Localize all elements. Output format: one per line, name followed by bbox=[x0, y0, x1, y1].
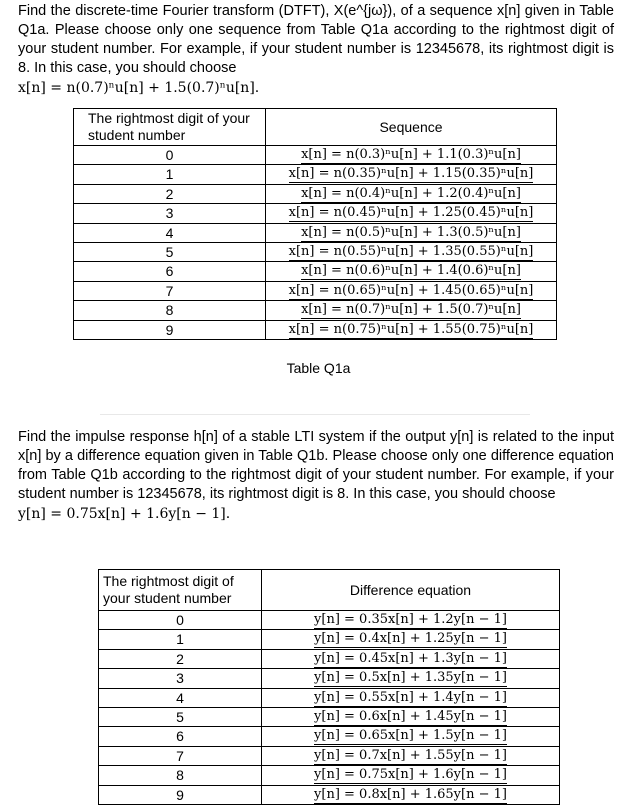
value-text: x[n] = n(0.45)ⁿu[n] + 1.25(0.45)ⁿu[n] bbox=[288, 205, 534, 221]
value-cell bbox=[262, 688, 560, 707]
digit-cell: 7 bbox=[74, 281, 266, 300]
value-cell bbox=[266, 262, 557, 281]
table-row bbox=[74, 223, 557, 242]
table-row bbox=[99, 649, 560, 668]
digit-cell: 4 bbox=[74, 223, 266, 242]
table-row bbox=[99, 708, 560, 727]
value-text: x[n] = n(0.7)ⁿu[n] + 1.5(0.7)ⁿu[n] bbox=[301, 302, 521, 318]
table-row bbox=[74, 281, 557, 300]
digit-cell: 6 bbox=[74, 262, 266, 281]
value-cell bbox=[266, 204, 557, 223]
value-cell bbox=[266, 320, 557, 339]
table-q1b-body bbox=[99, 611, 560, 805]
digit-cell: 3 bbox=[99, 669, 262, 688]
value-text: x[n] = n(0.65)ⁿu[n] + 1.45(0.65)ⁿu[n] bbox=[288, 282, 534, 298]
digit-cell: 7 bbox=[99, 746, 262, 765]
digit-cell: 3 bbox=[74, 204, 266, 223]
section-divider bbox=[100, 414, 530, 415]
question-b-text bbox=[18, 428, 614, 524]
value-text: y[n] = 0.5x[n] + 1.35y[n − 1] bbox=[314, 670, 507, 686]
value-cell bbox=[262, 785, 560, 804]
table-q1b-header-digit: The rightmost digit of your student number bbox=[99, 570, 262, 611]
table-row bbox=[74, 204, 557, 223]
digit-cell: 2 bbox=[74, 184, 266, 203]
table-row bbox=[74, 301, 557, 320]
value-text: x[n] = n(0.5)ⁿu[n] + 1.3(0.5)ⁿu[n] bbox=[301, 224, 521, 240]
table-q1b bbox=[98, 569, 560, 805]
value-cell bbox=[266, 243, 557, 262]
table-row bbox=[99, 727, 560, 746]
value-cell bbox=[266, 146, 557, 165]
value-text: x[n] = n(0.75)ⁿu[n] + 1.55(0.75)ⁿu[n] bbox=[288, 321, 534, 337]
digit-cell: 1 bbox=[99, 630, 262, 649]
question-a-example-sequence: x[n] = n(0.7)ⁿu[n] + 1.5(0.7)ⁿu[n]. bbox=[18, 80, 260, 96]
value-cell bbox=[266, 184, 557, 203]
value-text: y[n] = 0.45x[n] + 1.3y[n − 1] bbox=[314, 650, 507, 666]
table-row bbox=[99, 688, 560, 707]
digit-cell: 0 bbox=[99, 611, 262, 630]
table-row bbox=[74, 262, 557, 281]
table-q1a bbox=[73, 108, 557, 340]
digit-cell: 9 bbox=[99, 785, 262, 804]
question-a-paragraph: Find the discrete-time Fourier transform (DTFT), X(e^{jω}), of a sequence x[n] given in Table Q1a. Please choose only one sequence from Table Q1a according to the rightmost digit of your student number. For example, if your student number is 12345678, its rightmost digit is 8. In this case, you should choose bbox=[18, 3, 614, 76]
digit-cell: 8 bbox=[74, 301, 266, 320]
table-q1a-caption: Table Q1a bbox=[286, 360, 351, 376]
value-text: x[n] = n(0.3)ⁿu[n] + 1.1(0.3)ⁿu[n] bbox=[301, 147, 521, 162]
table-q1a-header-row bbox=[74, 109, 557, 146]
digit-cell: 2 bbox=[99, 649, 262, 668]
table-q1a-body bbox=[74, 146, 557, 340]
value-cell bbox=[266, 165, 557, 184]
value-text: y[n] = 0.35x[n] + 1.2y[n − 1] bbox=[314, 612, 507, 627]
digit-cell: 9 bbox=[74, 320, 266, 339]
table-row bbox=[74, 320, 557, 339]
value-text: x[n] = n(0.35)ⁿu[n] + 1.15(0.35)ⁿu[n] bbox=[288, 166, 534, 182]
table-row bbox=[99, 766, 560, 785]
table-q1b-header-equation: Difference equation bbox=[262, 570, 560, 611]
value-cell bbox=[262, 611, 560, 630]
value-text: y[n] = 0.55x[n] + 1.4y[n − 1] bbox=[314, 689, 507, 705]
table-q1a-header-digit: The rightmost digit of your student number bbox=[74, 109, 266, 146]
value-text: y[n] = 0.4x[n] + 1.25y[n − 1] bbox=[314, 631, 507, 647]
value-cell bbox=[262, 708, 560, 727]
value-cell bbox=[266, 301, 557, 320]
question-b-paragraph: Find the impulse response h[n] of a stable LTI system if the output y[n] is related to the input x[n] by a difference equation given in Table Q1b. Please choose only one difference equation from Table Q1b according to the rightmost digit of your student number. For example, if your student number is 12345678, its rightmost digit is 8. In this case, you should choose bbox=[18, 429, 614, 502]
value-text: x[n] = n(0.4)ⁿu[n] + 1.2(0.4)ⁿu[n] bbox=[301, 185, 521, 201]
table-row bbox=[74, 184, 557, 203]
value-text: y[n] = 0.7x[n] + 1.55y[n − 1] bbox=[314, 747, 507, 763]
value-text: x[n] = n(0.55)ⁿu[n] + 1.35(0.55)ⁿu[n] bbox=[288, 244, 534, 260]
table-row bbox=[74, 243, 557, 262]
value-text: y[n] = 0.8x[n] + 1.65y[n − 1] bbox=[314, 786, 507, 802]
digit-cell: 5 bbox=[74, 243, 266, 262]
value-cell bbox=[262, 746, 560, 765]
question-b-example-equation: y[n] = 0.75x[n] + 1.6y[n − 1]. bbox=[18, 506, 231, 522]
digit-cell: 1 bbox=[74, 165, 266, 184]
digit-cell: 6 bbox=[99, 727, 262, 746]
table-row bbox=[99, 785, 560, 804]
value-cell bbox=[262, 630, 560, 649]
value-cell bbox=[262, 766, 560, 785]
question-a-text bbox=[18, 2, 614, 98]
value-cell bbox=[266, 223, 557, 242]
value-text: y[n] = 0.65x[n] + 1.5y[n − 1] bbox=[314, 728, 507, 744]
table-row bbox=[99, 746, 560, 765]
value-text: y[n] = 0.75x[n] + 1.6y[n − 1] bbox=[314, 767, 507, 783]
digit-cell: 4 bbox=[99, 688, 262, 707]
table-row bbox=[99, 630, 560, 649]
table-row bbox=[99, 669, 560, 688]
value-text: y[n] = 0.6x[n] + 1.45y[n − 1] bbox=[314, 709, 507, 725]
digit-cell: 8 bbox=[99, 766, 262, 785]
table-row bbox=[99, 611, 560, 630]
table-row bbox=[74, 146, 557, 165]
digit-cell: 5 bbox=[99, 708, 262, 727]
value-cell bbox=[262, 727, 560, 746]
table-q1a-header-sequence: Sequence bbox=[266, 109, 557, 146]
value-cell bbox=[262, 649, 560, 668]
value-cell bbox=[262, 669, 560, 688]
value-text: x[n] = n(0.6)ⁿu[n] + 1.4(0.6)ⁿu[n] bbox=[301, 263, 521, 279]
digit-cell: 0 bbox=[74, 146, 266, 165]
value-cell bbox=[266, 281, 557, 300]
table-q1b-header-row bbox=[99, 570, 560, 611]
table-row bbox=[74, 165, 557, 184]
